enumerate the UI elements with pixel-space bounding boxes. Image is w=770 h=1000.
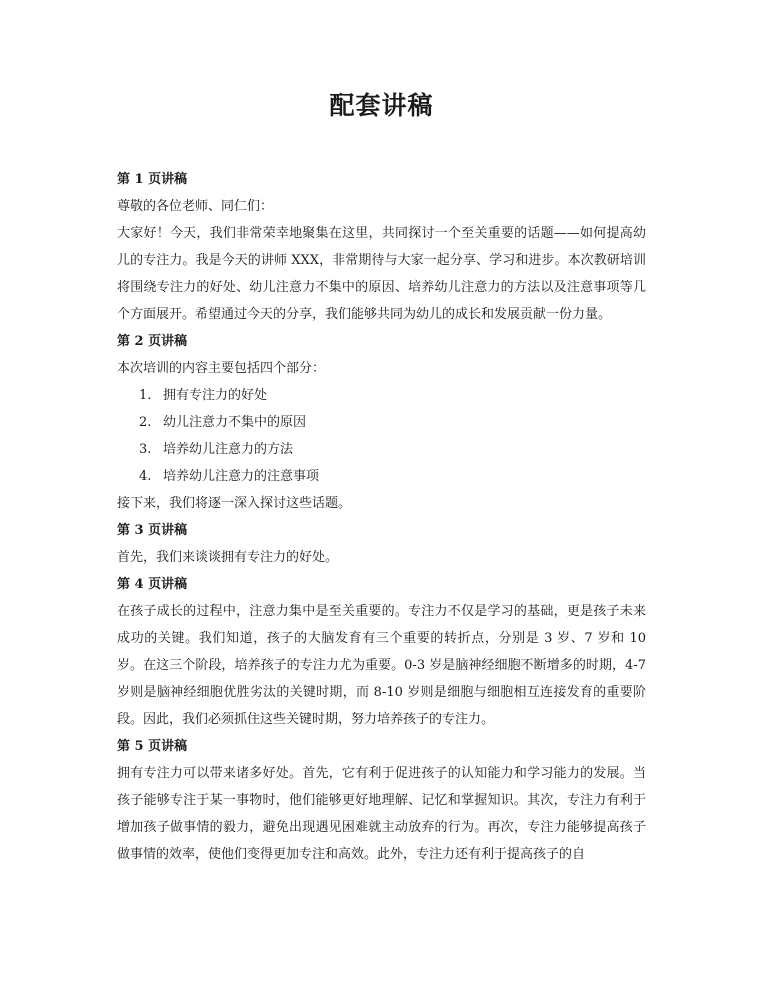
list-item xyxy=(139,436,646,463)
list-item-text: 幼儿注意力不集中的原因 xyxy=(163,415,307,430)
section-heading: 第 2 页讲稿 xyxy=(117,334,188,349)
paragraph: 大家好！今天，我们非常荣幸地聚集在这里，共同探讨一个至关重要的话题——如何提高幼儿的专注力。我是今天的讲师 XXX，非常期待与大家一起分享、学习和进步。本次教研培训将围绕专注力的好处、幼儿注意力不集中的原因、培养幼儿注意力的方法以及注意事项等几个方面展开。希望通过今天的分享，我们能够共同为幼儿的成长和发展贡献一份力量。 xyxy=(117,226,646,322)
paragraph: 拥有专注力可以带来诸多好处。首先，它有利于促进孩子的认知能力和学习能力的发展。当孩子能够专注于某一事物时，他们能够更好地理解、记忆和掌握知识。其次，专注力有利于增加孩子做事情的毅力，避免出现遇见困难就主动放弃的行为。再次，专注力能够提高孩子做事情的效率，使他们变得更加专注和高效。此外，专注力还有利于提高孩子的自 xyxy=(117,766,646,862)
list-item-text: 培养幼儿注意力的注意事项 xyxy=(163,469,320,484)
content-list xyxy=(117,382,646,490)
paragraph: 首先，我们来谈谈拥有专注力的好处。 xyxy=(117,550,339,565)
section-heading: 第 1 页讲稿 xyxy=(117,172,188,187)
section-page-4 xyxy=(117,571,646,733)
list-item-text: 培养幼儿注意力的方法 xyxy=(163,442,294,457)
section-page-5 xyxy=(117,733,646,868)
section-page-1 xyxy=(117,166,646,328)
section-page-2 xyxy=(117,328,646,517)
list-item xyxy=(139,463,646,490)
list-item-number: 4. xyxy=(139,469,152,484)
list-item-number: 3. xyxy=(139,442,152,457)
list-item-number: 2. xyxy=(139,415,152,430)
section-heading: 第 3 页讲稿 xyxy=(117,523,188,538)
document-title: 配套讲稿 xyxy=(329,91,434,120)
paragraph: 接下来，我们将逐一深入探讨这些话题。 xyxy=(117,496,352,511)
list-item-number: 1. xyxy=(139,388,152,403)
section-heading: 第 4 页讲稿 xyxy=(117,577,188,592)
list-item xyxy=(139,409,646,436)
paragraph: 在孩子成长的过程中，注意力集中是至关重要的。专注力不仅是学习的基础，更是孩子未来成功的关键。我们知道，孩子的大脑发育有三个重要的转折点，分别是 3 岁、7 岁和 10 岁。在这三个阶段，培养孩子的专注力尤为重要。0-3 岁是脑神经细胞不断增多的时期，4-7 岁则是脑神经细胞优胜劣汰的关键时期，而 8-10 岁则是细胞与细胞相互连接发育的重要阶段。因此，我们必须抓住这些关键时期，努力培养孩子的专注力。 xyxy=(117,604,646,727)
paragraph: 尊敬的各位老师、同仁们： xyxy=(117,199,274,214)
section-page-3 xyxy=(117,517,646,571)
list-item xyxy=(139,382,646,409)
paragraph: 本次培训的内容主要包括四个部分： xyxy=(117,361,326,376)
list-item-text: 拥有专注力的好处 xyxy=(163,388,268,403)
section-heading: 第 5 页讲稿 xyxy=(117,739,188,754)
